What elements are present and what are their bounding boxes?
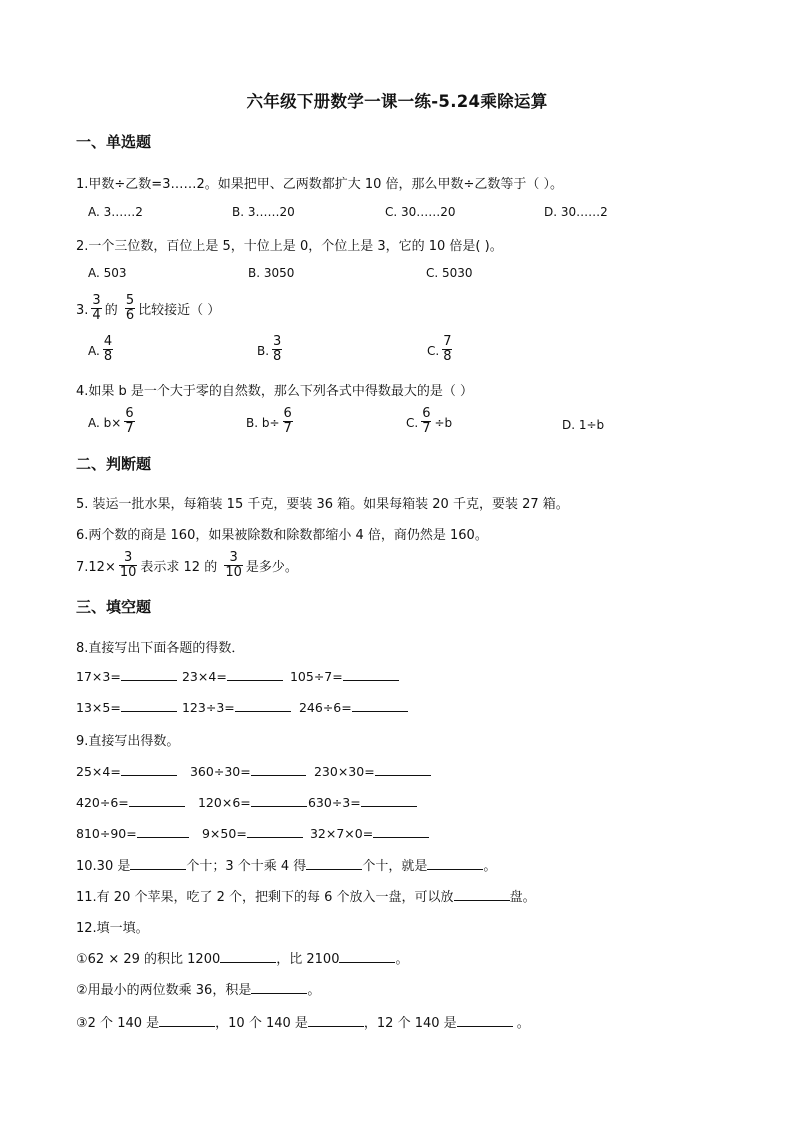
answer-blank[interactable]: [227, 668, 283, 681]
question-10: 10.30 是 个十；3 个十乘 4 得 个十，就是 。: [76, 859, 497, 874]
q1-option-d: D. 30……2: [544, 205, 608, 219]
q4-option-c: C. $\frac{6}{7}$ ÷b: [406, 406, 453, 436]
q3-option-b: B. $\frac{3}{8}$: [257, 334, 282, 364]
q9-row-1: 25×4= 360÷30= 230×30=: [76, 763, 431, 779]
answer-blank[interactable]: [308, 1014, 364, 1027]
answer-blank[interactable]: [130, 857, 186, 870]
answer-blank[interactable]: [251, 763, 306, 776]
answer-blank[interactable]: [159, 1014, 215, 1027]
answer-blank[interactable]: [129, 794, 185, 807]
section-heading-fill-blank: 三、填空题: [76, 598, 152, 616]
question-6: 6.两个数的商是 160，如果被除数和除数都缩小 4 倍，商仍然是 160。: [76, 528, 488, 543]
question-1: 1.甲数÷乙数=3……2。如果把甲、乙两数都扩大 10 倍，那么甲数÷乙数等于（ ）。: [76, 177, 564, 192]
question-3: 3. $\frac{3}{4}$ 的 $\frac{5}{6}$ 比较接近（ ）: [76, 293, 221, 323]
q2-option-b: B. 3050: [248, 266, 295, 280]
fraction: $\frac{3}{10}$: [225, 550, 242, 580]
q9-row-2: 420÷6= 120×6= 630÷3=: [76, 794, 417, 810]
answer-blank[interactable]: [306, 857, 362, 870]
page-title: 六年级下册数学一课一练-5.24乘除运算: [246, 92, 548, 111]
answer-blank[interactable]: [121, 763, 177, 776]
answer-blank[interactable]: [454, 888, 510, 901]
question-2: 2.一个三位数，百位上是 5，十位上是 0，个位上是 3，它的 10 倍是( )。: [76, 239, 503, 254]
question-5: 5. 装运一批水果，每箱装 15 千克，要装 36 箱。如果每箱装 20 千克，要装 27 箱。: [76, 497, 569, 512]
answer-blank[interactable]: [251, 981, 307, 994]
q4-option-a: A. b× $\frac{6}{7}$: [88, 406, 134, 436]
answer-blank[interactable]: [427, 857, 483, 870]
q9-row-3: 810÷90= 9×50= 32×7×0=: [76, 825, 429, 841]
q2-option-a: A. 503: [88, 266, 127, 280]
answer-blank[interactable]: [373, 825, 429, 838]
q2-option-c: C. 5030: [426, 266, 473, 280]
q3-option-a: A. $\frac{4}{8}$: [88, 334, 113, 364]
answer-blank[interactable]: [343, 668, 399, 681]
answer-blank[interactable]: [251, 794, 307, 807]
question-9: 9.直接写出得数。: [76, 734, 180, 749]
q12-line-3: ③2 个 140 是 ，10 个 140 是 ，12 个 140 是 。: [76, 1016, 530, 1031]
q8-row-1: 17×3= 23×4= 105÷7=: [76, 668, 399, 684]
question-8: 8.直接写出下面各题的得数．: [76, 641, 245, 656]
question-4: 4.如果 b 是一个大于零的自然数，那么下列各式中得数最大的是（ ）: [76, 384, 474, 399]
q12-line-2: ②用最小的两位数乘 36，积是 。: [76, 983, 321, 998]
question-12: 12.填一填。: [76, 921, 149, 936]
answer-blank[interactable]: [121, 668, 177, 681]
answer-blank[interactable]: [352, 699, 408, 712]
question-11: 11.有 20 个苹果，吃了 2 个，把剩下的每 6 个放入一盘，可以放 盘。: [76, 890, 536, 905]
q1-option-b: B. 3……20: [232, 205, 295, 219]
answer-blank[interactable]: [137, 825, 189, 838]
answer-blank[interactable]: [361, 794, 417, 807]
q3-option-c: C. $\frac{7}{8}$: [427, 334, 452, 364]
answer-blank[interactable]: [247, 825, 303, 838]
q4-option-d: D. 1÷b: [562, 418, 605, 432]
answer-blank[interactable]: [220, 950, 276, 963]
section-heading-true-false: 二、判断题: [76, 455, 152, 473]
q4-option-b: B. b÷ $\frac{6}{7}$: [246, 406, 292, 436]
fraction: $\frac{3}{4}$: [92, 293, 101, 323]
answer-blank[interactable]: [121, 699, 177, 712]
section-heading-single-choice: 一、单选题: [76, 133, 152, 151]
answer-blank[interactable]: [339, 950, 395, 963]
q1-option-a: A. 3……2: [88, 205, 143, 219]
answer-blank[interactable]: [457, 1014, 513, 1027]
q12-line-1: ①62 × 29 的积比 1200 ，比 2100 。: [76, 952, 409, 967]
question-7: 7.12× $\frac{3}{10}$ 表示求 12 的 $\frac{3}{10}$ 是多少。: [76, 550, 298, 580]
answer-blank[interactable]: [235, 699, 291, 712]
answer-blank[interactable]: [375, 763, 431, 776]
fraction: $\frac{3}{10}$: [119, 550, 137, 580]
q8-row-2: 13×5= 123÷3= 246÷6=: [76, 699, 408, 715]
q1-option-c: C. 30……20: [385, 205, 456, 219]
fraction: $\frac{5}{6}$: [125, 293, 135, 323]
